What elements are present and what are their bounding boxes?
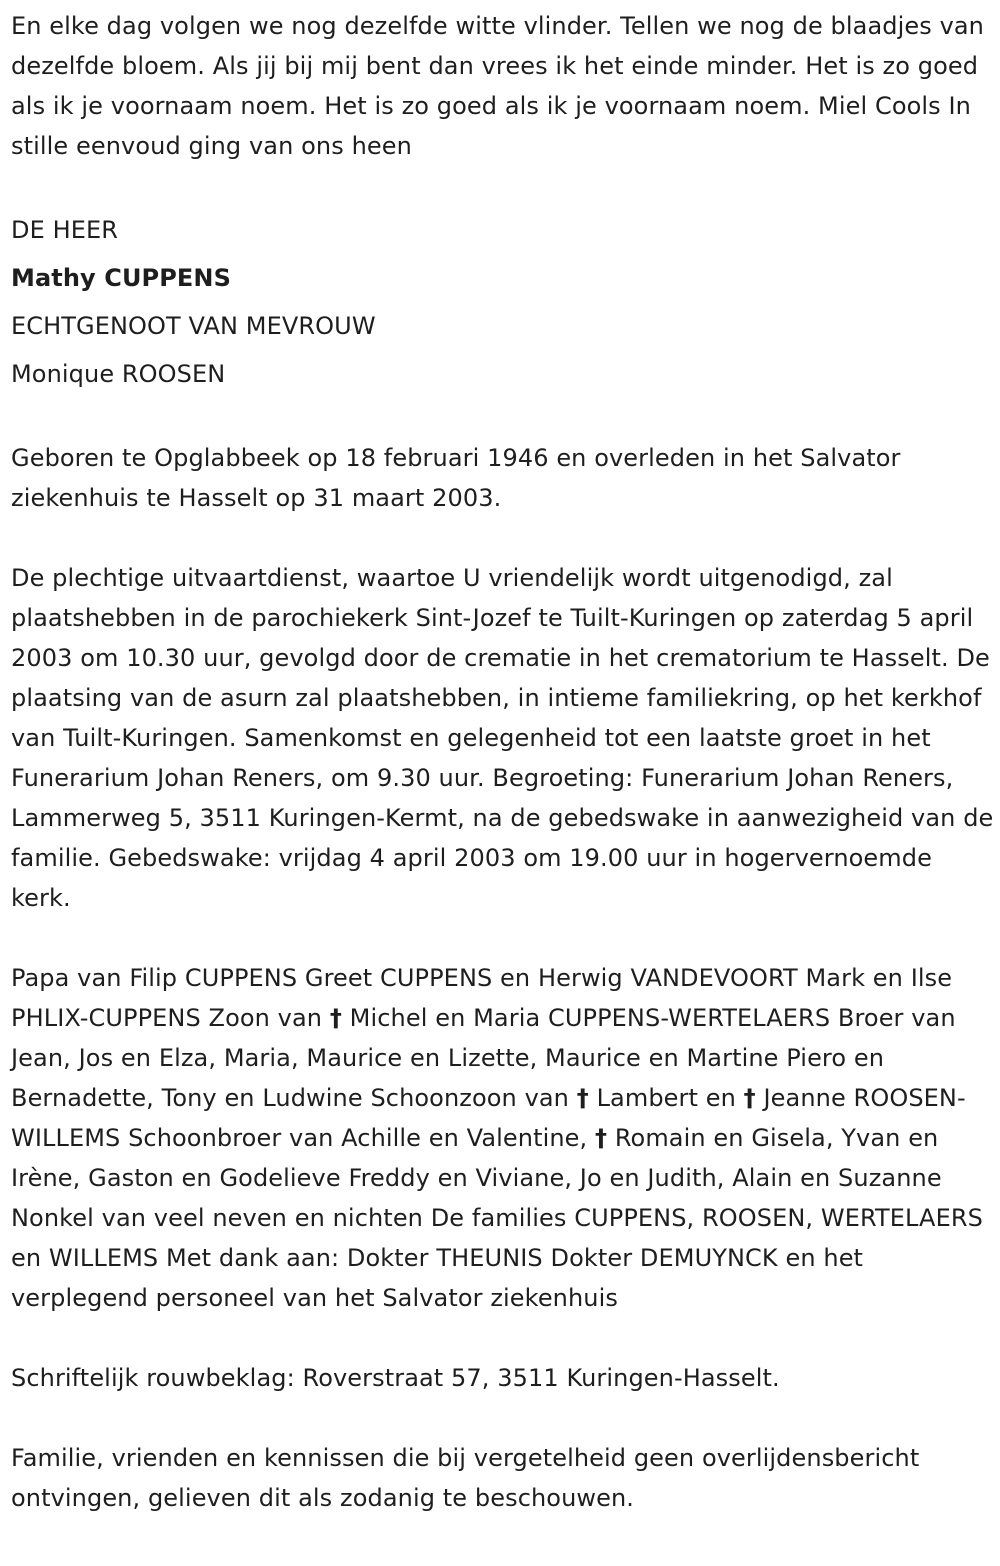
spouse-name: Monique ROOSEN (11, 360, 226, 388)
cross-icon: † (576, 1084, 589, 1112)
cross-icon: † (329, 1004, 342, 1032)
honorific: DE HEER (11, 216, 119, 244)
cross-icon: † (595, 1124, 608, 1152)
cross-icon: † (743, 1084, 756, 1112)
family-text-part: Lambert en (588, 1084, 744, 1112)
family-text-part: Papa van Filip CUPPENS Greet CUPPENS en Herwig VANDEVOORT Mark en Ilse PHLIX-CUPPENS Zoon van (11, 964, 953, 1032)
birth-death-text: Geboren te Opglabbeek op 18 februari 1946 en overleden in het Salvator ziekenhuis te Hasselt op 31 maart 2003. (11, 444, 901, 512)
condolence-address: Schriftelijk rouwbeklag: Roverstraat 57, 3511 Kuringen-Hasselt. (11, 1364, 780, 1392)
family-text-part: Michel en Maria CUPPENS-WERTELAERS Broer van Jean, Jos en Elza, Maria, Maurice en Lizette, Maurice en Martine Piero en Bernadette, Tony en Ludwine Schoonzoon van (11, 1004, 956, 1112)
family-text (11, 958, 996, 1318)
relation-label: ECHTGENOOT VAN MEVROUW (11, 312, 376, 340)
ceremony-text: De plechtige uitvaartdienst, waartoe U vriendelijk wordt uitgenodigd, zal plaatshebben in de parochiekerk Sint-Jozef te Tuilt-Kuringen op zaterdag 5 april 2003 om 10.30 uur, gevolgd door de crematie in het crematorium te Hasselt. De plaatsing van de asurn zal plaatshebben, in intieme familiekring, op het kerkhof van Tuilt-Kuringen. Samenkomst en gelegenheid tot een laatste groet in het Funerarium Johan Reners, om 9.30 uur. Begroeting: Funerarium Johan Reners, Lammerweg 5, 3511 Kuringen-Kermt, na de gebedswake in aanwezigheid van de familie. Gebedswake: vrijdag 4 april 2003 om 19.00 uur in hogervernoemde kerk. (11, 564, 994, 912)
family-text-part: Jeanne ROOSEN-WILLEMS Schoonbroer van Achille en Valentine, (11, 1084, 966, 1152)
family-text-part: Romain en Gisela, Yvan en Irène, Gaston en Godelieve Freddy en Viviane, Jo en Judith, Alain en Suzanne Nonkel van veel neven en nichten De families CUPPENS, ROOSEN, WERTELAERS en WILLEMS Met dank aan: Dokter THEUNIS Dokter DEMUYNCK en het verplegend personeel van het Salvator ziekenhuis (11, 1124, 983, 1312)
deceased-title-block (11, 206, 1000, 398)
poem-text: En elke dag volgen we nog dezelfde witte vlinder. Tellen we nog de blaadjes van dezelfde bloem. Als jij bij mij bent dan vrees ik het einde minder. Het is zo goed als ik je voornaam noem. Het is zo goed als ik je voornaam noem. Miel Cools In stille eenvoud ging van ons heen (11, 12, 984, 160)
deceased-name: Mathy CUPPENS (11, 264, 231, 292)
closing-notice: Familie, vrienden en kennissen die bij vergetelheid geen overlijdensbericht ontvingen, gelieven dit als zodanig te beschouwen. (11, 1444, 920, 1512)
